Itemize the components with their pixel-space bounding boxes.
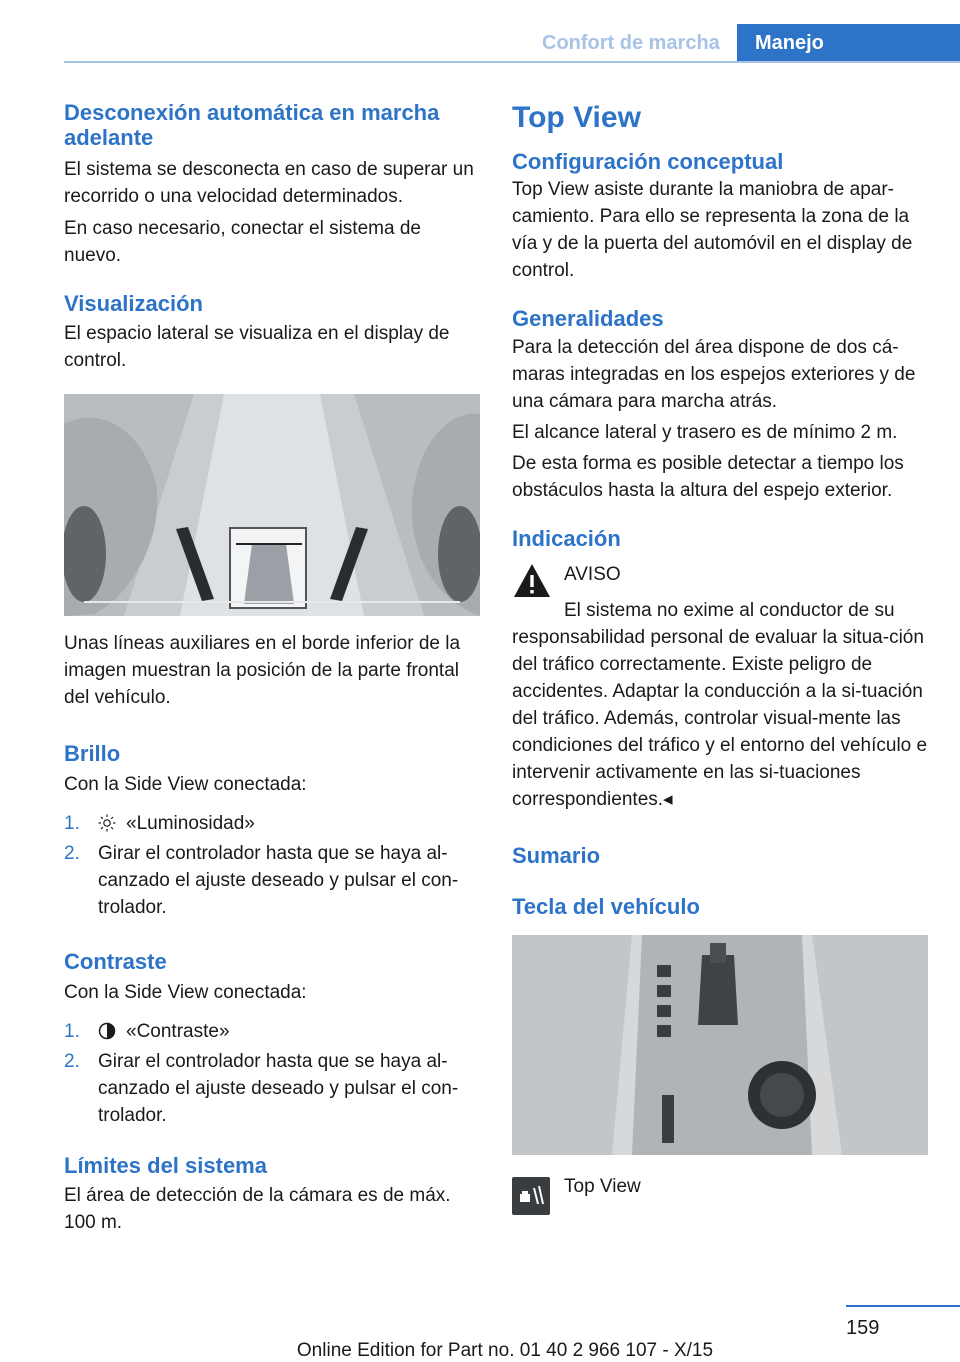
figure-caption: Unas líneas auxiliares en el borde inferior de la imagen muestran la posición de la parte frontal del vehículo.	[64, 633, 461, 708]
header-rule	[64, 61, 960, 63]
warning-block	[512, 561, 928, 601]
page-title: Top View	[512, 101, 641, 134]
sun-icon	[98, 814, 116, 832]
limits-paragraph: El área de detección de la cámara es de máx. 100 m.	[64, 1185, 451, 1233]
list-item	[64, 1018, 480, 1045]
side-view-figure	[64, 394, 480, 616]
list-text: «Luminosidad»	[126, 813, 255, 834]
contrast-icon	[98, 1022, 116, 1040]
list-text: «Contraste»	[126, 1021, 230, 1042]
header-section-tab: Confort de marcha	[542, 32, 720, 54]
auto-off-paragraph-2: En caso necesario, conectar el sistema de nuevo.	[64, 218, 421, 266]
console-photo	[512, 935, 928, 1155]
page-number: 159	[846, 1317, 880, 1339]
auto-off-heading: Desconexión automática en marcha adelante	[64, 100, 440, 150]
edition-footer: Online Edition for Part no. 01 40 2 966 107 - X/15	[296, 1340, 714, 1361]
concept-heading: Configuración conceptual	[512, 149, 784, 174]
display-heading: Visualización	[64, 291, 203, 316]
top-view-camera-icon	[512, 1177, 550, 1215]
list-number: 2.	[64, 843, 80, 864]
general-paragraph-3: De esta forma es posible detectar a tiempo los obstáculos hasta la altura del espejo exterior.	[512, 453, 904, 501]
general-paragraph-1: Para la detección del área dispone de dos cá-maras integradas en los espejos exteriores y de una cámara para marcha atrás.	[512, 337, 916, 412]
list-item	[64, 810, 480, 837]
summary-heading: Sumario	[512, 843, 601, 868]
contraste-intro: Con la Side View conectada:	[64, 982, 307, 1003]
auto-off-paragraph-1: El sistema se desconecta en caso de superar un recorrido o una velocidad determinados.	[64, 159, 474, 207]
contraste-heading: Contraste	[64, 949, 167, 974]
general-paragraph-2: El alcance lateral y trasero es de mínimo 2 m.	[512, 422, 898, 443]
warning-text: El sistema no exime al conductor de su responsabilidad personal de evaluar la situa-ción del tráfico correctamente. Existe peligro de accidentes. Adaptar la conducción a la si-tuación del tráfico. Además, controlar visual-mente las condiciones del tráfico y el entorno del vehículo e intervenir activamente en las si-tuaciones correspondientes.◂	[512, 600, 928, 810]
general-heading: Generalidades	[512, 306, 664, 331]
left-column	[64, 100, 480, 1236]
vehicle-key-heading: Tecla del vehículo	[512, 894, 700, 919]
top-view-key-row	[512, 1177, 928, 1215]
warning-triangle-icon	[512, 561, 552, 601]
list-number: 1.	[64, 1021, 80, 1042]
right-column	[512, 100, 928, 1215]
display-paragraph: El espacio lateral se visualiza en el display de control.	[64, 323, 450, 371]
limits-heading: Límites del sistema	[64, 1153, 267, 1178]
top-view-button-label: Top View	[564, 1176, 641, 1197]
list-text: Girar el controlador hasta que se haya al-canzado el ajuste deseado y pulsar el con-trolador.	[98, 1051, 459, 1126]
brillo-heading: Brillo	[64, 741, 121, 766]
concept-paragraph: Top View asiste durante la maniobra de apar-camiento. Para ello se representa la zona de la vía y de la puerta del automóvil en el display de control.	[512, 179, 913, 281]
brillo-intro: Con la Side View conectada:	[64, 774, 307, 795]
list-number: 1.	[64, 813, 80, 834]
list-item	[64, 1048, 480, 1129]
footer-rule	[846, 1305, 960, 1307]
header-chapter-tab: Manejo	[737, 24, 960, 62]
list-item	[64, 840, 480, 921]
list-number: 2.	[64, 1051, 80, 1072]
indication-heading: Indicación	[512, 526, 621, 551]
warning-label: AVISO	[564, 564, 621, 585]
list-text: Girar el controlador hasta que se haya al-canzado el ajuste deseado y pulsar el con-trolador.	[98, 843, 459, 918]
